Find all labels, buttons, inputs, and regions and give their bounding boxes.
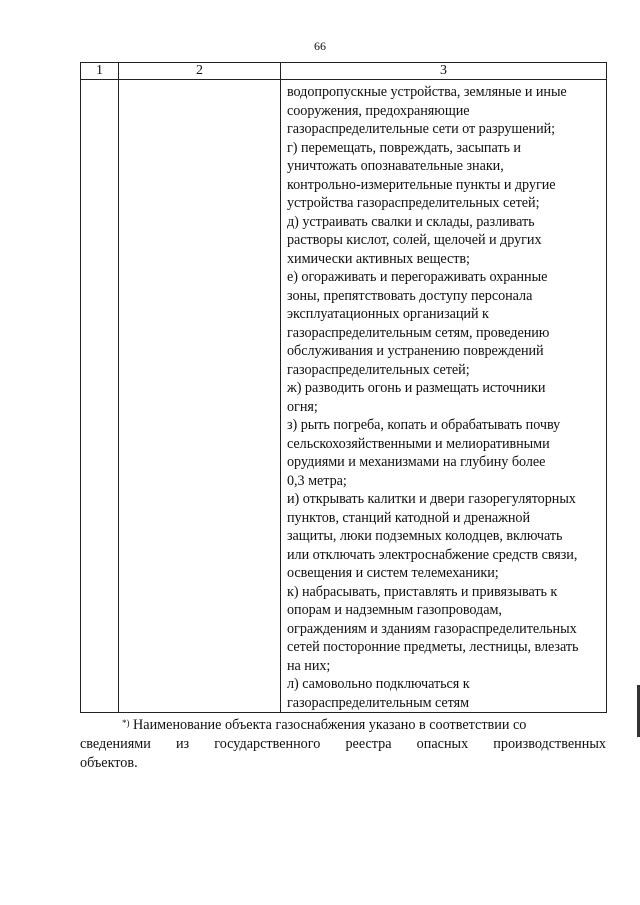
content-table [80, 62, 607, 713]
column-header-3: 3 [281, 63, 607, 80]
text-line: л) самовольно подключаться к [287, 676, 470, 692]
text-line: зоны, препятствовать доступу персонала [287, 287, 533, 304]
text-line: сельскохозяйственными и мелиоративными [287, 435, 550, 452]
text-line: опорам и надземным газопроводам, [287, 602, 502, 618]
text-line: д) устраивать свалки и склады, разливать [287, 213, 535, 230]
text-line: орудиями и механизмами на глубину более [287, 454, 546, 470]
text-line: защиты, люки подземных колодцев, включать [287, 528, 563, 544]
footnote-word: из [175, 736, 190, 752]
text-line: водопропускные устройства, земляные и иные [287, 84, 567, 100]
column-header-1: 1 [81, 63, 119, 80]
cell-col-2 [119, 80, 281, 713]
footnote-word: реестра [345, 736, 392, 752]
footnote-line-3: объектов. [80, 755, 138, 771]
text-line: ж) разводить огонь и размещать источники [287, 380, 546, 396]
text-line: 0,3 метра; [287, 472, 347, 489]
text-line: з) рыть погреба, копать и обрабатывать почву [287, 417, 561, 433]
text-line: уничтожать опознавательные знаки, [287, 158, 504, 174]
footnote [80, 716, 606, 773]
prohibitions-text [281, 80, 606, 712]
text-line: освещения и систем телемеханики; [287, 565, 499, 581]
cell-col-1 [81, 80, 119, 713]
text-line: газораспределительным сетям, проведению [287, 324, 550, 341]
footnote-marker: *) [122, 718, 130, 728]
text-line: эксплуатационных организаций к [287, 306, 489, 322]
footnote-word: сведениями [80, 736, 151, 752]
text-line: устройства газораспределительных сетей; [287, 195, 540, 211]
text-line: растворы кислот, солей, щелочей и других [287, 232, 542, 248]
column-header-2: 2 [119, 63, 281, 80]
text-line: обслуживания и устранению повреждений [287, 343, 544, 359]
footnote-word: производственных [493, 736, 606, 752]
text-line: к) набрасывать, приставлять и привязывать к [287, 583, 558, 600]
text-line: ограждениям и зданиям газораспределительных [287, 620, 577, 637]
text-line: сетей посторонние предметы, лестницы, влезать [287, 639, 579, 655]
text-line: контрольно-измерительные пункты и другие [287, 176, 556, 193]
text-line: и) открывать калитки и двери газорегуляторных [287, 491, 576, 507]
table-header-row [81, 63, 607, 80]
footnote-word: государственного [214, 736, 321, 752]
text-line: пунктов, станций катодной и дренажной [287, 509, 530, 526]
footnote-word: опасных [416, 736, 469, 752]
cell-col-3 [281, 80, 607, 713]
text-line: химически активных веществ; [287, 250, 470, 267]
table-row [81, 80, 607, 713]
text-line: газораспределительным сетям [287, 694, 470, 711]
text-line: г) перемещать, повреждать, засыпать и [287, 139, 521, 156]
text-line: газораспределительные сети от разрушений; [287, 121, 556, 137]
page-number: 66 [314, 39, 326, 53]
footnote-line-2 [80, 735, 606, 754]
footnote-text-1: Наименование объекта газоснабжения указано в соответствии со [133, 717, 527, 733]
text-line: газораспределительных сетей; [287, 361, 470, 378]
text-line: сооружения, предохраняющие [287, 102, 470, 119]
text-line: е) огораживать и перегораживать охранные [287, 269, 548, 285]
text-line: или отключать электроснабжение средств связи, [287, 546, 578, 563]
footnote-line-1 [80, 716, 606, 735]
text-line: огня; [287, 398, 318, 415]
text-line: на них; [287, 657, 331, 674]
